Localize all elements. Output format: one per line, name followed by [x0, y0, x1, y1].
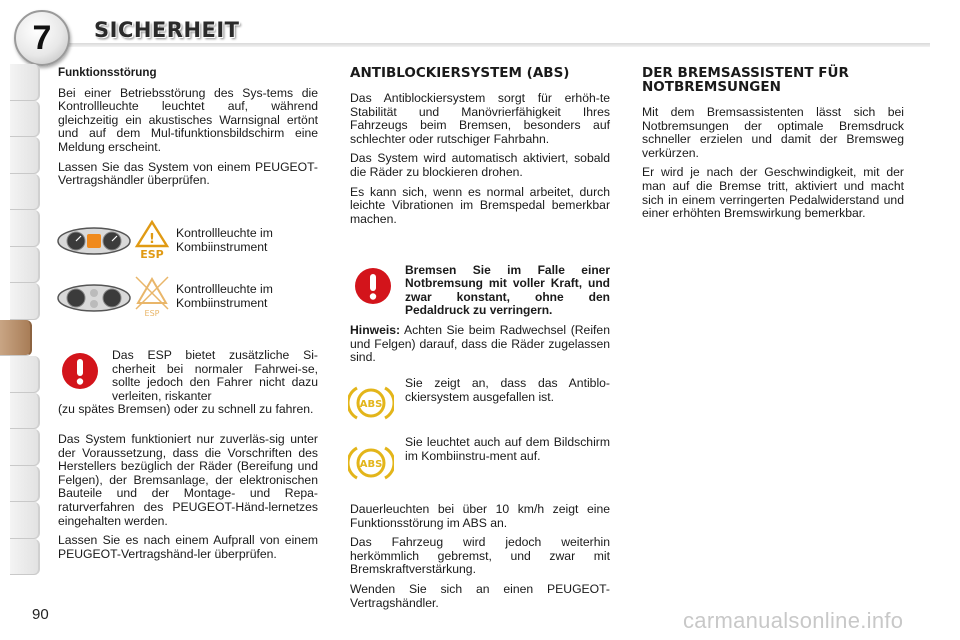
chapter-tab[interactable] [10, 393, 40, 430]
section-heading-abs: ANTIBLOCKIERSYSTEM (ABS) [350, 65, 570, 81]
paragraph: Lassen Sie das System von einem PEUGEOT-Vertragshändler überprüfen. [58, 159, 318, 188]
chapter-tab[interactable] [10, 247, 40, 284]
paragraph: Er wird je nach der Geschwindigkeit, mit der man auf die Bremse tritt, aktiviert und macht sich in einem verringerten Pedalwiderstand und einer erhöhten Bremswirkung bemerkbar. [642, 165, 904, 221]
chapter-tab[interactable] [10, 356, 40, 393]
chapter-tab[interactable] [10, 137, 40, 174]
exclamation-warning-icon [60, 351, 100, 391]
chapter-tab[interactable] [10, 466, 40, 503]
right-column [642, 64, 904, 227]
chapter-tab[interactable] [10, 64, 40, 101]
svg-text:ABS: ABS [359, 459, 383, 470]
svg-text:ESP: ESP [140, 248, 164, 260]
instrument-cluster-icon [56, 283, 132, 313]
watermark: carmanualsonline.info [683, 608, 904, 633]
abs-lamp-text-1: Sie zeigt an, dass das Antiblo-ckiersystem ausgefallen ist. [405, 376, 610, 404]
middle-column [350, 64, 610, 232]
esp-warning-text-bottom: (zu spätes Bremsen) oder zu schnell zu fahren. [58, 402, 314, 416]
svg-text:ABS: ABS [359, 399, 383, 410]
svg-text:!: ! [149, 232, 155, 247]
abs-warning-icon [348, 384, 394, 422]
section-heading-brake-assist [642, 66, 904, 94]
paragraph: Mit dem Bremsassistenten lässt sich bei Notbremsungen der optimale Bremsdruck schneller erzielen und damit der Bremsweg verkürzen. [642, 105, 904, 160]
lamp-label-esp: Kontrollleuchte im Kombiinstrument [176, 226, 273, 254]
page-number: 90 [32, 606, 49, 623]
paragraph: Bei einer Betriebsstörung des Sys-tems die Kontrollleuchte leuchtet auf, während gleichzeitig ein akustisches Warnsignal ertönt und auf dem Mul-tifunktionsbildschirm eine Meldung erscheint. [58, 85, 318, 154]
paragraph: Lassen Sie es nach einem Aufprall von einem PEUGEOT-Vertragshänd-ler überprüfen. [58, 533, 318, 561]
chapter-number-badge: 7 [14, 10, 70, 66]
svg-text:ESP: ESP [144, 309, 160, 318]
hint-text: Achten Sie beim Radwechsel (Reifen und Felgen) darauf, dass die Räder zugelassen sind. [350, 323, 610, 365]
paragraph: Das System funktioniert nur zuverläs-sig unter der Voraussetzung, dass die Vorschriften des Herstellers bezüglich der Räder (Bereifung und Felgen), der Bremsanlage, der elektronischen Bauteile und der Montage- und Repa-raturverfahren des PEUGEOT-Händ-lernetzes eingehalten werden. [58, 432, 318, 528]
chapter-tab[interactable] [10, 283, 40, 320]
chapter-tab[interactable] [10, 429, 40, 466]
instrument-cluster-icon [56, 226, 132, 256]
left-column [58, 64, 318, 194]
chapter-tab-active[interactable] [0, 320, 32, 357]
abs-warning-icon [348, 444, 394, 482]
hint-paragraph [350, 324, 610, 365]
esp-off-icon [130, 273, 174, 319]
abs-lamp-text-2: Sie leuchtet auch auf dem Bildschirm im Kombiinstru-ment auf. [405, 435, 610, 463]
chapter-tabs [0, 64, 44, 575]
subheading-malfunction: Funktionsstörung [58, 66, 157, 79]
chapter-tab[interactable] [10, 502, 40, 539]
paragraph: Das Antiblockiersystem sorgt für erhöh-te Stabilität und Manövrierfähigkeit Ihres Fahrzeugs beim Bremsen, besonders auf schlechter oder rutschiger Fahrbahn. [350, 91, 610, 146]
emergency-braking-note: Bremsen Sie im Falle einer Notbremsung mit voller Kraft, und zwar konstant, ohne den Pedaldruck zu verringern. [405, 263, 610, 318]
chapter-tab[interactable] [10, 539, 40, 576]
hint-label: Hinweis: [350, 323, 401, 337]
chapter-tab[interactable] [10, 101, 40, 138]
left-column-lower [58, 433, 318, 567]
esp-warning-text-top: Das ESP bietet zusätzliche Si-cherheit bei normaler Fahrwei-se, sollte jedoch den Fahrer nicht dazu verleiten, riskanter [112, 348, 318, 403]
paragraph: Es kann sich, wenn es normal arbeitet, durch leichte Vibrationen im Bremspedal bemerkbar machen. [350, 184, 610, 226]
chapter-title: SICHERHEIT [94, 18, 240, 42]
paragraph: Das Fahrzeug wird jedoch weiterhin herkömmlich gebremst, und zwar mit Bremskraftverstärkung. [350, 535, 610, 577]
heading-line: NOTBREMSUNGEN [642, 79, 781, 95]
chapter-tab[interactable] [10, 174, 40, 211]
lamp-label-esp-off: Kontrollleuchte im Kombiinstrument [176, 282, 273, 310]
header-rule [60, 43, 930, 47]
heading-line: DER BREMSASSISTENT FÜR [642, 65, 849, 81]
paragraph: Dauerleuchten bei über 10 km/h zeigt eine Funktionsstörung im ABS an. [350, 502, 610, 530]
middle-column-lower [350, 503, 610, 616]
esp-warning-triangle-icon [134, 220, 170, 260]
paragraph: Das System wird automatisch aktiviert, sobald die Räder zu blockieren drohen. [350, 151, 610, 179]
paragraph: Wenden Sie sich an einen PEUGEOT-Vertragshändler. [350, 581, 610, 610]
exclamation-warning-icon [353, 266, 393, 306]
chapter-tab[interactable] [10, 210, 40, 247]
